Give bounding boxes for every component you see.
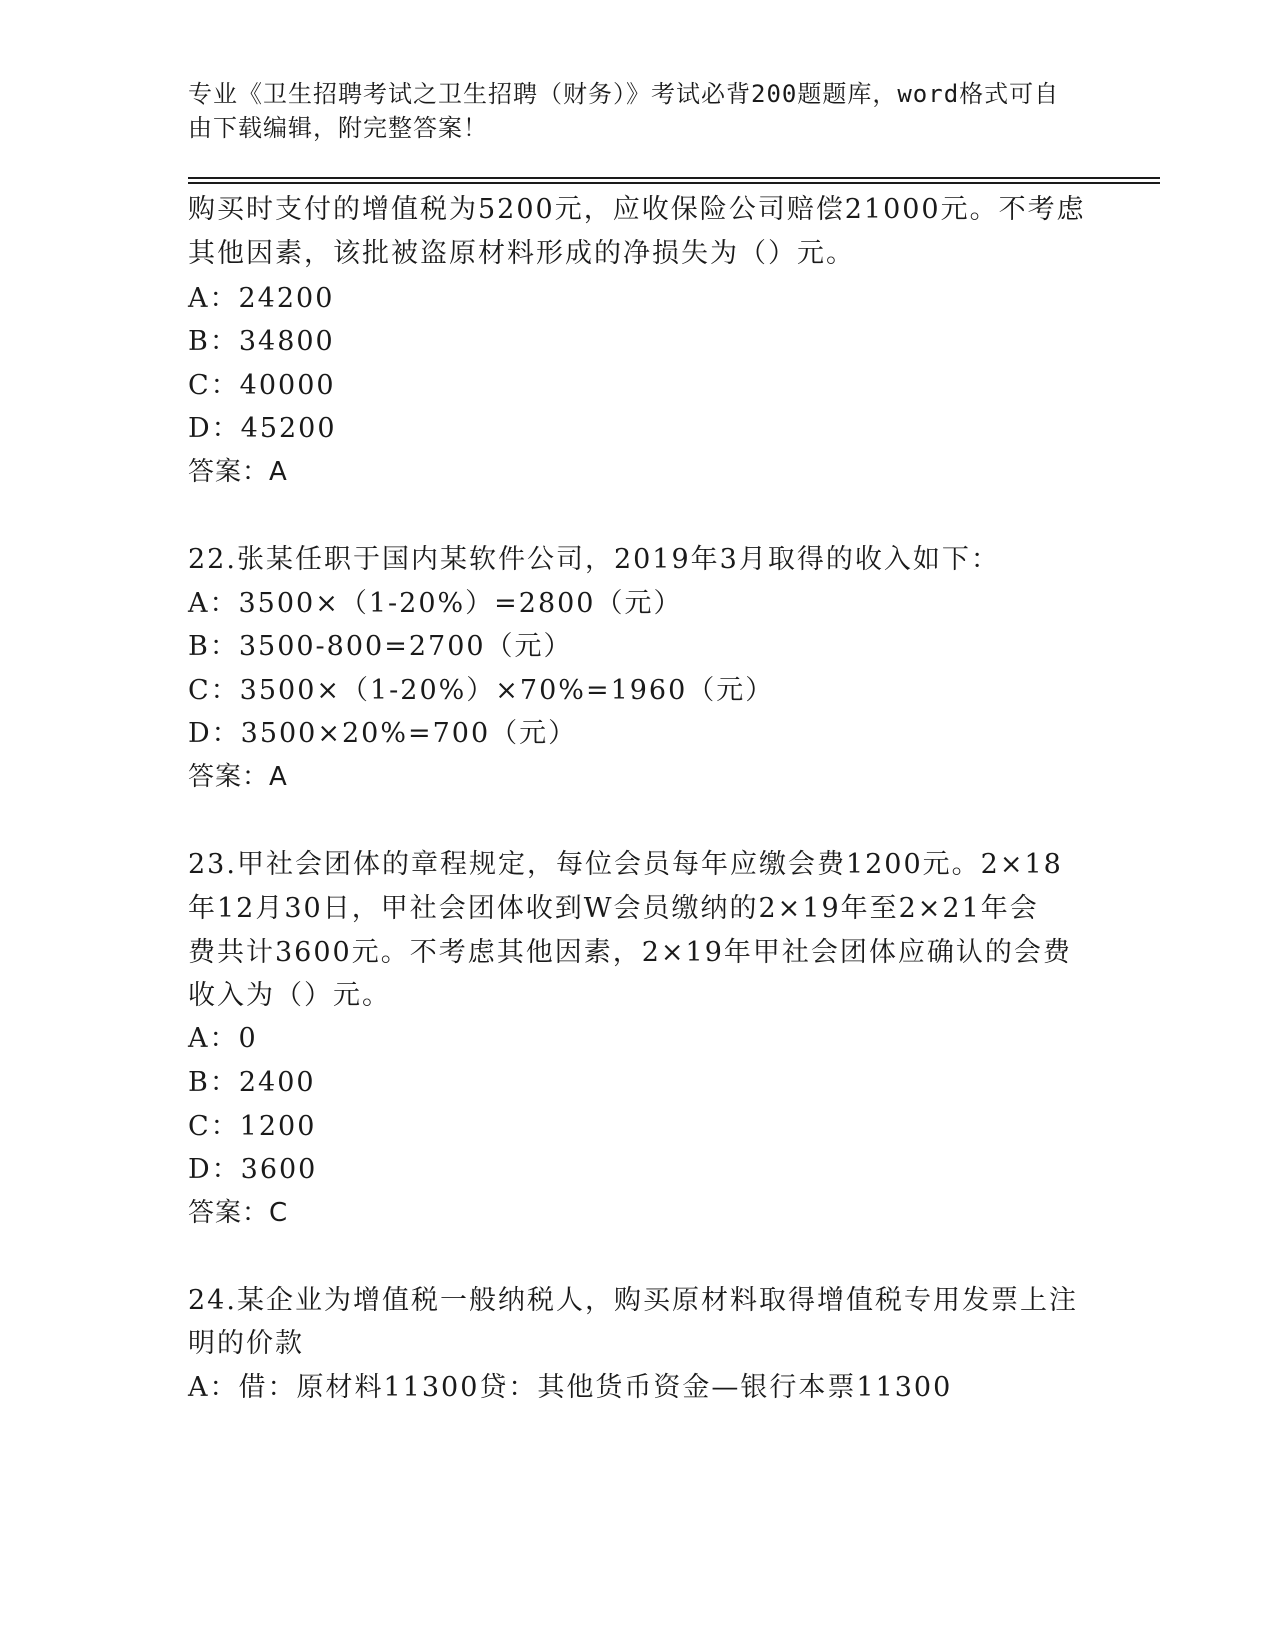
q23-stem-line-2: 年12月30日，甲社会团体收到W会员缴纳的2×19年至2×21年会 bbox=[188, 893, 1039, 924]
q21-option-a: A：24200 bbox=[188, 283, 335, 314]
q24-stem-line-2: 明的价款 bbox=[188, 1328, 304, 1359]
q22-stem-line-1: 22.张某任职于国内某软件公司，2019年3月取得的收入如下： bbox=[188, 544, 1000, 575]
q23-option-c: C：1200 bbox=[188, 1111, 317, 1142]
q23-option-b: B：2400 bbox=[188, 1067, 316, 1098]
header-divider bbox=[188, 177, 1160, 184]
q21-option-c: C：40000 bbox=[188, 370, 336, 401]
q22-option-b: B：3500-800=2700（元） bbox=[188, 631, 573, 662]
q23-stem-line-3: 费共计3600元。不考虑其他因素，2×19年甲社会团体应确认的会费 bbox=[188, 937, 1072, 968]
q22-option-a: A：3500×（1-20%）=2800（元） bbox=[188, 588, 683, 619]
q23-option-d: D：3600 bbox=[188, 1154, 318, 1185]
q22-option-c: C：3500×（1-20%）×70%=1960（元） bbox=[188, 675, 775, 706]
q21-stem-line-2: 其他因素，该批被盗原材料形成的净损失为（）元。 bbox=[188, 238, 855, 269]
q23-stem-line-4: 收入为（）元。 bbox=[188, 980, 391, 1011]
q23-answer: 答案：C bbox=[188, 1198, 289, 1228]
header-title-line-2: 由下载编辑，附完整答案！ bbox=[188, 114, 488, 142]
q21-option-d: D：45200 bbox=[188, 413, 337, 444]
q21-option-b: B：34800 bbox=[188, 326, 335, 357]
header-title-line-1: 专业《卫生招聘考试之卫生招聘（财务）》考试必背200题题库，word格式可自 bbox=[188, 80, 1060, 108]
q24-stem-line-1: 24.某企业为增值税一般纳税人，购买原材料取得增值税专用发票上注 bbox=[188, 1285, 1078, 1316]
q22-answer: 答案：A bbox=[188, 762, 288, 792]
q24-option-a: A：借：原材料11300贷：其他货币资金—银行本票11300 bbox=[188, 1372, 953, 1403]
q22-option-d: D：3500×20%=700（元） bbox=[188, 718, 578, 749]
q23-option-a: A：0 bbox=[188, 1023, 258, 1054]
q21-answer: 答案：A bbox=[188, 457, 288, 487]
q21-stem-line-1: 购买时支付的增值税为5200元，应收保险公司赔偿21000元。不考虑 bbox=[188, 194, 1086, 225]
q23-stem-line-1: 23.甲社会团体的章程规定，每位会员每年应缴会费1200元。2×18 bbox=[188, 849, 1063, 880]
